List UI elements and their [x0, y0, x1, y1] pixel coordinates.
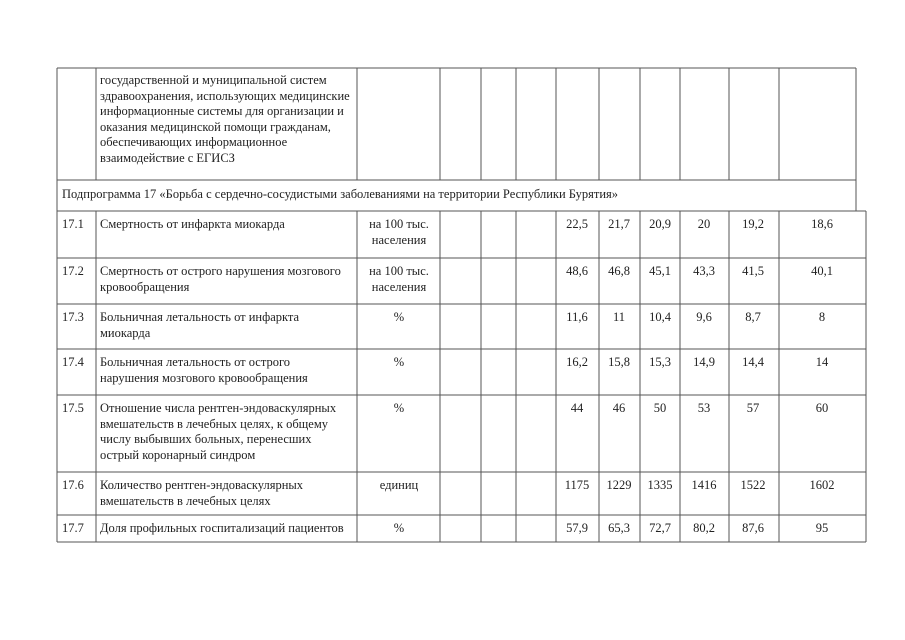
indicator-value: 1229: [606, 478, 632, 492]
indicator-value: 45,1: [649, 264, 671, 278]
indicator-value: 48,6: [566, 264, 588, 278]
indicator-value: 20: [697, 217, 711, 231]
unit-of-measure: %: [393, 310, 405, 324]
indicator-value: 72,7: [649, 521, 671, 535]
indicator-value: 1602: [809, 478, 835, 492]
indicator-name: Отношение числа рентген-эндоваскулярных вмешательств в лечебных целях, к общему числу выбывших больных, перенесших острый коронарный синдром: [100, 401, 337, 462]
indicator-name: Смертность от инфаркта миокарда: [100, 217, 285, 231]
indicator-value: 57,9: [566, 521, 588, 535]
indicator-value: 1416: [691, 478, 717, 492]
unit-of-measure: %: [393, 355, 405, 369]
indicator-name: Смертность от острого нарушения мозгового кровообращения: [100, 264, 341, 294]
subprogram-title: Подпрограмма 17 «Борьба с сердечно-сосудистыми заболеваниями на территории Республики Бурятия»: [62, 187, 619, 201]
indicator-value: 46,8: [608, 264, 630, 278]
unit-of-measure: %: [393, 401, 405, 415]
row-number: 17.2: [62, 264, 84, 278]
unit-of-measure: на 100 тыс. населения: [369, 264, 429, 294]
unit-of-measure: единиц: [379, 478, 419, 492]
indicator-value: 87,6: [742, 521, 764, 535]
indicator-value: 46: [612, 401, 626, 415]
indicator-value: 18,6: [811, 217, 833, 231]
indicator-value: 95: [815, 521, 829, 535]
indicator-name: Больничная летальность от острого нарушения мозгового кровообращения: [100, 355, 308, 385]
row-number: 17.5: [62, 401, 84, 415]
indicator-value: 8,7: [745, 310, 761, 324]
indicator-value: 15,8: [608, 355, 630, 369]
indicator-value: 14: [815, 355, 829, 369]
indicator-value: 14,9: [693, 355, 715, 369]
indicator-value: 1335: [647, 478, 673, 492]
indicator-value: 21,7: [608, 217, 630, 231]
indicator-value: 10,4: [649, 310, 671, 324]
indicator-value: 16,2: [566, 355, 588, 369]
indicator-value: 40,1: [811, 264, 833, 278]
indicator-name: Доля профильных госпитализаций пациентов: [100, 521, 344, 535]
indicator-value: 50: [653, 401, 667, 415]
indicator-value: 1175: [564, 478, 590, 492]
indicator-value: 44: [570, 401, 584, 415]
continuation-indicator-name: государственной и муниципальной систем здравоохранения, использующих медицинские информационные системы для организации и оказания медицинской помощи гражданам, обеспечивающих информационное взаимодействие с ЕГИСЗ: [100, 73, 350, 165]
indicator-value: 22,5: [566, 217, 588, 231]
indicator-value: 80,2: [693, 521, 715, 535]
indicator-value: 11: [612, 310, 626, 324]
unit-of-measure: на 100 тыс. населения: [369, 217, 429, 247]
indicator-value: 9,6: [696, 310, 712, 324]
indicator-value: 65,3: [608, 521, 630, 535]
indicator-value: 57: [746, 401, 760, 415]
indicator-value: 19,2: [742, 217, 764, 231]
row-number: 17.3: [62, 310, 84, 324]
indicator-value: 20,9: [649, 217, 671, 231]
indicator-value: 14,4: [742, 355, 764, 369]
indicator-value: 60: [815, 401, 829, 415]
row-number: 17.1: [62, 217, 84, 231]
row-number: 17.4: [62, 355, 84, 369]
row-number: 17.6: [62, 478, 84, 492]
indicator-value: 8: [818, 310, 826, 324]
indicator-name: Количество рентген-эндоваскулярных вмешательств в лечебных целях: [100, 478, 304, 508]
indicator-value: 41,5: [742, 264, 764, 278]
indicator-value: 43,3: [693, 264, 715, 278]
row-number: 17.7: [62, 521, 84, 535]
indicator-value: 1522: [740, 478, 766, 492]
unit-of-measure: %: [393, 521, 405, 535]
indicator-value: 53: [697, 401, 711, 415]
indicator-value: 11,6: [566, 310, 588, 324]
indicator-value: 15,3: [649, 355, 671, 369]
indicator-name: Больничная летальность от инфаркта миокарда: [100, 310, 300, 340]
